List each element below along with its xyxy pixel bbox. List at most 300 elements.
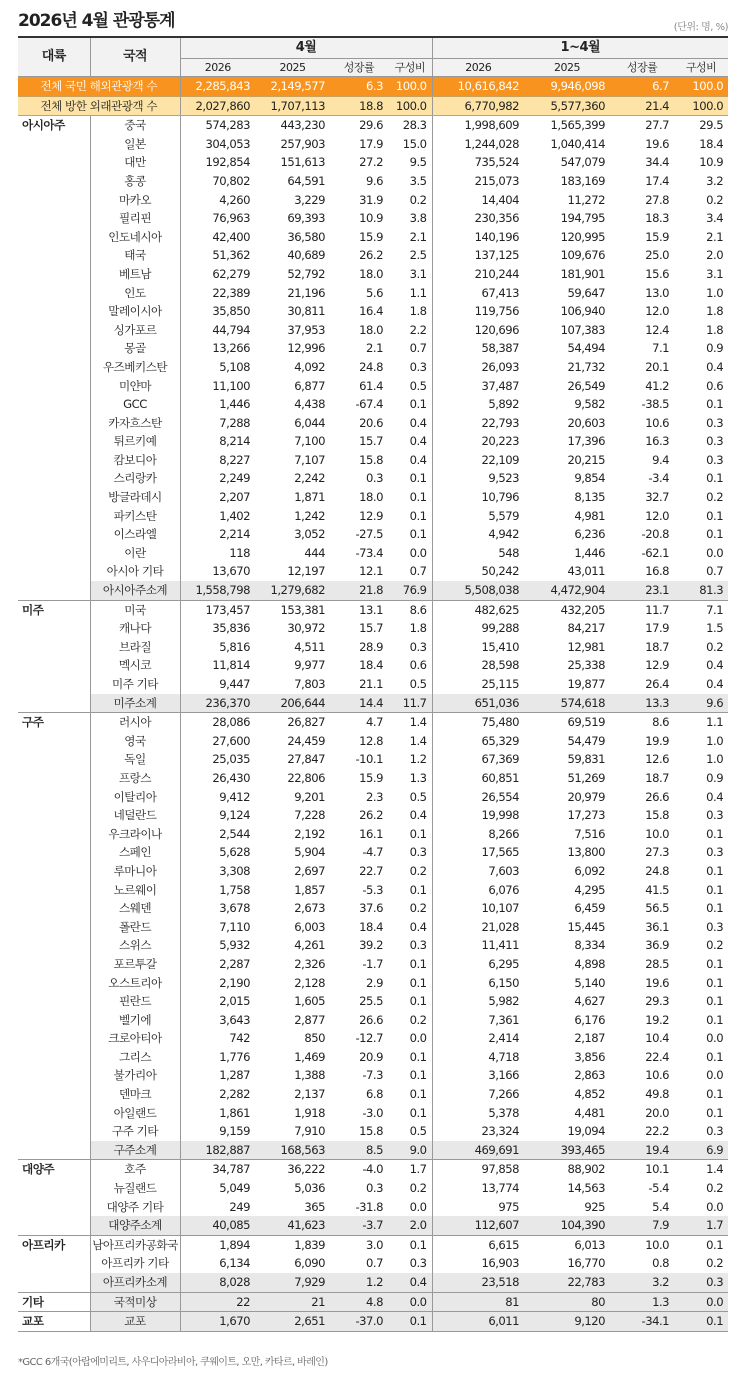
value-cell: 61.4 [359,378,383,393]
value-cell: -4.0 [362,1162,383,1177]
value-cell: 206,644 [255,694,330,713]
value-cell: 6,003 [294,919,325,934]
value-cell: 5,378 [432,1104,524,1123]
country-label: 국적미상 [90,1292,180,1312]
value-cell: 548 [432,544,524,563]
table-row [18,172,728,191]
value-cell: 2.2 [409,322,427,337]
country-label: 아일랜드 [90,1104,180,1123]
value-cell: 6,236 [574,527,606,542]
value-cell: 16,770 [567,1256,606,1271]
value-cell: 6,150 [432,974,524,993]
table-row [18,1179,728,1198]
region-label: 아프리카 [18,1235,90,1292]
header-april-2026: 2026 [180,59,255,77]
table-row [18,1235,728,1254]
value-cell: 20.9 [359,1049,383,1064]
value-cell: 18.7 [645,639,670,654]
value-cell: 0.3 [706,919,724,934]
value-cell: 26.6 [645,789,670,804]
value-cell: 13,670 [180,562,255,581]
value-cell: 4,852 [574,1087,606,1102]
country-label: 대양주 기타 [90,1198,180,1217]
value-cell: 22,109 [432,451,524,470]
value-cell: 12.8 [359,733,383,748]
value-cell: 2,673 [294,901,325,916]
table-row [18,1048,728,1067]
value-cell: 25.5 [359,994,383,1009]
value-cell: 15.9 [645,229,670,244]
value-cell: 7,803 [294,677,325,691]
value-cell: 257,903 [280,136,325,151]
value-cell: 3.0 [366,1237,383,1252]
country-label: 몽골 [90,339,180,358]
table-row [18,955,728,974]
value-cell: 8.6 [652,715,670,730]
footnote: *GCC 6개국(아랍에미리트, 사우디아라비아, 쿠웨이트, 오만, 카타르, 바레인) [18,1357,328,1368]
table-row [18,675,728,694]
value-cell: 0.9 [706,341,724,356]
country-label: 이탈리아 [90,788,180,807]
value-cell: 153,381 [280,602,325,617]
value-cell: 3,052 [294,527,325,542]
table-row [18,284,728,303]
value-cell: 0.3 [674,1273,728,1292]
value-cell: -3.4 [648,471,670,486]
value-cell: 1,998,609 [432,116,524,135]
value-cell: 0.4 [409,919,427,934]
value-cell: 41.5 [645,882,670,897]
value-cell: 8,214 [180,432,255,451]
value-cell: 0.1 [409,1105,427,1120]
value-cell: 1.5 [706,621,724,636]
value-cell: 0.1 [409,397,427,412]
country-label: 멕시코 [90,656,180,675]
value-cell: -4.7 [362,845,383,860]
value-cell: 3,166 [432,1066,524,1085]
value-cell: 2,282 [180,1085,255,1104]
value-cell: 42,400 [180,228,255,247]
value-cell: -3.7 [330,1216,388,1235]
value-cell: 137,125 [432,246,524,265]
value-cell: 8,266 [432,825,524,844]
page-title: 2026년 4월 관광통계 [18,11,175,31]
value-cell: 0.7 [706,564,724,579]
value-cell: 393,465 [524,1141,610,1160]
region-label: 구주 [18,713,90,1160]
value-cell: 107,383 [560,322,606,337]
value-cell: 0.1 [706,1012,724,1027]
value-cell: 0.0 [409,1199,427,1214]
value-cell: 6.8 [366,1087,383,1102]
value-cell: 183,169 [560,173,606,188]
country-label: 대양주소계 [90,1216,180,1235]
value-cell: 2,190 [180,974,255,993]
value-cell: 3,308 [180,862,255,881]
table-row [18,1198,728,1217]
value-cell: 10.4 [645,1031,670,1046]
value-cell: 100.0 [388,77,432,97]
country-label: 스위스 [90,936,180,955]
value-cell: 36.9 [645,938,670,953]
tourism-stats-table [18,36,728,1332]
value-cell: 5.4 [652,1199,670,1214]
country-label: 아시아 기타 [90,562,180,581]
value-cell: 5,932 [180,936,255,955]
value-cell: -27.5 [355,527,383,542]
value-cell: 5,628 [180,843,255,862]
value-cell: 140,196 [432,228,524,247]
country-label: 네덜란드 [90,806,180,825]
value-cell: 16.1 [359,826,383,841]
country-label: 영국 [90,732,180,751]
value-cell: -3.0 [362,1105,383,1120]
country-label: 구주소계 [90,1141,180,1160]
value-cell: 12.9 [645,658,670,673]
value-cell: 2,149,577 [255,77,330,97]
value-cell: 5,508,038 [432,581,524,600]
value-cell: 17,396 [567,434,606,449]
subtotal-row [18,581,728,600]
value-cell: 2,015 [180,992,255,1011]
table-row [18,209,728,228]
value-cell: 3.1 [409,266,427,281]
value-cell: 0.1 [409,956,427,971]
value-cell: 99,288 [432,619,524,638]
value-cell: 0.0 [388,1292,432,1312]
table-row [18,843,728,862]
value-cell: 735,524 [432,153,524,172]
value-cell: 8.6 [409,602,427,617]
country-label: 태국 [90,246,180,265]
value-cell: 9,946,098 [524,77,610,97]
value-cell: 0.1 [409,1049,427,1064]
value-cell: 4,260 [180,191,255,210]
value-cell: 1.4 [409,715,427,730]
value-cell: 2,414 [432,1029,524,1048]
country-label: 중국 [90,116,180,135]
table-row [18,1029,728,1048]
value-cell: 2,249 [180,469,255,488]
value-cell: -5.4 [648,1181,670,1196]
value-cell: 67,369 [432,750,524,769]
value-cell: 18.4 [359,919,383,934]
value-cell: 16.4 [359,304,383,319]
country-label: 그리스 [90,1048,180,1067]
value-cell: 1.1 [706,715,724,730]
value-cell: 14.4 [330,694,388,713]
value-cell: 1,402 [180,507,255,526]
value-cell: 4,438 [294,397,325,412]
header-ytd-growth: 성장률 [610,59,674,77]
value-cell: 1.4 [409,733,427,748]
value-cell: 6,092 [574,863,606,878]
value-cell: 41,623 [255,1216,330,1235]
value-cell: 194,795 [560,211,606,226]
header-april-2025: 2025 [255,59,330,77]
value-cell: 17,273 [567,808,606,823]
value-cell: 49.8 [645,1087,670,1102]
value-cell: 15.7 [359,621,383,636]
value-cell: 210,244 [432,265,524,284]
value-cell: 15.6 [645,266,670,281]
value-cell: 18.0 [359,266,383,281]
value-cell: 20,603 [567,415,606,430]
table-row [18,1160,728,1179]
value-cell: 0.3 [706,434,724,449]
value-cell: 0.9 [706,770,724,785]
value-cell: 0.2 [409,863,427,878]
value-cell: 10,107 [432,899,524,918]
value-cell: 6,176 [574,1012,606,1027]
subtotal-row [18,1292,728,1312]
table-row [18,1066,728,1085]
table-row [18,562,728,581]
value-cell: 28,086 [180,713,255,732]
value-cell: 9,124 [180,806,255,825]
value-cell: 2,651 [255,1312,330,1332]
value-cell: 20.0 [645,1105,670,1120]
value-cell: 35,836 [180,619,255,638]
value-cell: 97,858 [432,1160,524,1179]
table-row [18,377,728,396]
table-row [18,750,728,769]
table-row [18,769,728,788]
table-header [18,37,728,77]
value-cell: 10,616,842 [432,77,524,97]
table-row [18,228,728,247]
value-cell: 21,028 [432,918,524,937]
value-cell: 4,898 [574,956,606,971]
value-cell: 4,092 [294,359,325,374]
value-cell: 118 [180,544,255,563]
value-cell: 15.7 [359,434,383,449]
country-label: 마카오 [90,191,180,210]
value-cell: 0.0 [706,1199,724,1214]
table-row [18,488,728,507]
country-label: 아프리카소계 [90,1273,180,1292]
value-cell: 21.1 [359,677,383,691]
country-label: 스웨덴 [90,899,180,918]
value-cell: 15.9 [359,229,383,244]
value-cell: 70,802 [180,172,255,191]
header-april-share: 구성비 [388,59,432,77]
value-cell: 0.8 [652,1256,670,1271]
country-label: 노르웨이 [90,881,180,900]
value-cell: 0.3 [706,1124,724,1139]
value-cell: -34.1 [610,1312,674,1332]
value-cell: 3.1 [706,266,724,281]
value-cell: 80 [524,1292,610,1312]
value-cell: -37.0 [330,1312,388,1332]
country-label: 이스라엘 [90,525,180,544]
value-cell: 15.8 [645,808,670,823]
country-label: 뉴질랜드 [90,1179,180,1198]
table-row [18,974,728,993]
value-cell: 4,981 [574,508,606,523]
country-label: 일본 [90,135,180,154]
region-label: 교포 [18,1312,90,1332]
value-cell: 51,269 [567,770,606,785]
value-cell: 64,591 [287,173,325,188]
value-cell: 56.5 [645,901,670,916]
country-label: 미얀마 [90,377,180,396]
value-cell: 0.1 [706,527,724,542]
value-cell: 6.3 [330,77,388,97]
value-cell: 23,324 [432,1122,524,1141]
value-cell: 15.0 [402,136,427,151]
value-cell: 19.6 [645,136,670,151]
value-cell: 1,871 [294,490,325,505]
value-cell: 0.6 [409,658,427,673]
value-cell: 19,094 [567,1124,606,1139]
subtotal-row [18,1273,728,1292]
value-cell: 20,223 [432,432,524,451]
value-cell: -7.3 [362,1068,383,1083]
value-cell: 60,851 [432,769,524,788]
value-cell: 236,370 [180,694,255,713]
value-cell: 192,854 [180,153,255,172]
value-cell: 10.0 [645,826,670,841]
country-label: 이란 [90,544,180,563]
value-cell: 5,577,360 [524,96,610,116]
value-cell: 1,670 [180,1312,255,1332]
value-cell: 6,615 [432,1235,524,1254]
value-cell: 2,207 [180,488,255,507]
value-cell: 37.6 [359,901,383,916]
value-cell: 81 [432,1292,524,1312]
country-label: 인도 [90,284,180,303]
value-cell: 215,073 [432,172,524,191]
value-cell: 7,910 [294,1124,325,1139]
value-cell: 0.2 [706,192,724,207]
country-label: 말레이시아 [90,302,180,321]
value-cell: -20.8 [641,527,670,542]
value-cell: 975 [432,1198,524,1217]
table-row [18,191,728,210]
country-label: 카자흐스탄 [90,414,180,433]
value-cell: 25,035 [180,750,255,769]
value-cell: 26.4 [645,677,670,691]
value-cell: 10.9 [359,211,383,226]
value-cell: 30,972 [287,621,325,636]
value-cell: 20,215 [567,452,606,467]
value-cell: 65,329 [432,732,524,751]
country-label: 인도네시아 [90,228,180,247]
value-cell: 13,266 [180,339,255,358]
value-cell: 27.8 [645,192,670,207]
value-cell: 547,079 [560,155,606,170]
value-cell: 28,598 [432,656,524,675]
value-cell: 0.1 [409,1068,427,1083]
value-cell: 1,040,414 [550,136,606,151]
value-cell: 5,892 [432,395,524,414]
table-row [18,1011,728,1030]
region-label: 아시아주 [18,116,90,600]
value-cell: 1,605 [294,994,325,1009]
value-cell: 39.2 [359,938,383,953]
value-cell: 5,049 [180,1179,255,1198]
country-label: 독일 [90,750,180,769]
value-cell: 22 [180,1292,255,1312]
value-cell: 7,110 [180,918,255,937]
value-cell: 14,563 [567,1181,606,1196]
value-cell: 13.3 [610,694,674,713]
value-cell: 26.2 [359,808,383,823]
value-cell: 249 [180,1198,255,1217]
value-cell: -38.5 [641,397,670,412]
country-label: 루마니아 [90,862,180,881]
value-cell: 26,093 [432,358,524,377]
value-cell: 12.0 [645,304,670,319]
value-cell: 182,887 [180,1141,255,1160]
value-cell: 0.3 [706,415,724,430]
value-cell: 81.3 [674,581,728,600]
value-cell: 0.1 [706,956,724,971]
table-row [18,899,728,918]
value-cell: 11.7 [645,602,670,617]
value-cell: 9,120 [524,1312,610,1332]
value-cell: 12.1 [359,564,383,579]
value-cell: -67.4 [355,397,383,412]
value-cell: 10.6 [645,415,670,430]
value-cell: 3,856 [574,1049,606,1064]
value-cell: 0.4 [409,808,427,823]
header-ytd-2026: 2026 [432,59,524,77]
value-cell: 22.4 [645,1049,670,1064]
country-label: 베트남 [90,265,180,284]
value-cell: 21 [255,1292,330,1312]
value-cell: 2,192 [294,826,325,841]
value-cell: 12.0 [645,508,670,523]
value-cell: 100.0 [674,77,728,97]
value-cell: 84,217 [567,621,606,636]
value-cell: 106,940 [560,304,606,319]
value-cell: 100.0 [388,96,432,116]
region-label: 미주 [18,600,90,713]
table-row [18,600,728,619]
header-april-growth: 성장률 [330,59,388,77]
value-cell: 12,197 [287,564,325,579]
value-cell: 1.7 [674,1216,728,1235]
table-row [18,881,728,900]
country-label: 오스트리아 [90,974,180,993]
value-cell: 2.3 [366,789,383,804]
value-cell: 23,518 [432,1273,524,1292]
value-cell: 1.8 [706,304,724,319]
value-cell: 0.1 [706,994,724,1009]
value-cell: 6,011 [432,1312,524,1332]
value-cell: -12.7 [355,1031,383,1046]
summary-label: 전체 국민 해외관광객 수 [18,77,180,97]
value-cell: 0.4 [706,359,724,374]
summary-row [18,77,728,97]
value-cell: 18.4 [359,658,383,673]
value-cell: 0.3 [409,938,427,953]
value-cell: 0.0 [706,1031,724,1046]
table-row [18,469,728,488]
value-cell: 15,410 [432,638,524,657]
table-row [18,918,728,937]
country-label: 스리랑카 [90,469,180,488]
value-cell: 0.2 [706,1256,724,1271]
value-cell: 59,647 [567,285,606,300]
value-cell: 0.7 [366,1256,383,1271]
subtotal-row [18,1312,728,1332]
value-cell: 16,903 [432,1254,524,1273]
value-cell: 1,776 [180,1048,255,1067]
value-cell: 2,214 [180,525,255,544]
